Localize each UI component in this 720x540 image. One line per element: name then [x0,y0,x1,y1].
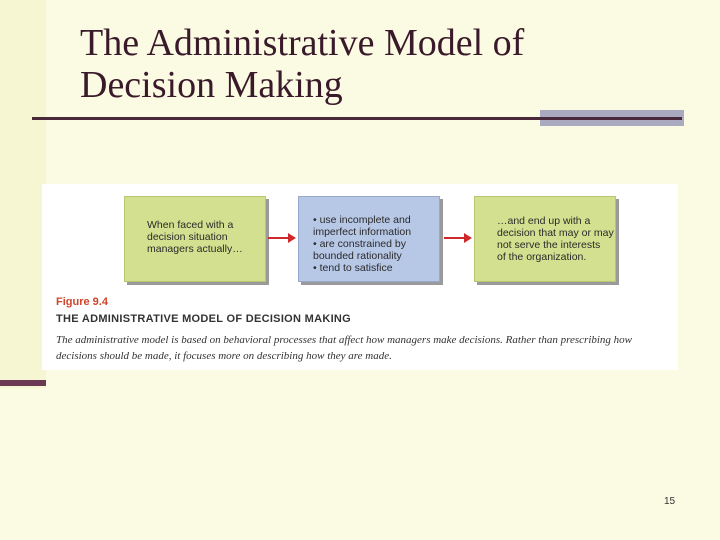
figure-image [42,184,678,370]
caption-line-1: The administrative model is based on behavioral processes that affect how managers make decisions. Rather than prescribing how [56,334,633,346]
arrow-1 [268,237,294,239]
figure-label: Figure 9.4 [56,296,108,308]
box-line: • tend to satisfice [313,262,393,274]
box-line: decision situation [147,231,228,243]
box-line: When faced with a [147,219,234,231]
box-line: not serve the interests [497,239,601,251]
caption-line-2: decisions should be made, it focuses more on describing how they are made. [56,350,392,362]
page-number: 15 [664,496,676,507]
box-line: • use incomplete and [313,214,411,226]
figure-caption [56,332,672,364]
box-line: • are constrained by [313,238,406,250]
box-line: imperfect information [313,226,412,238]
title-line-2: Decision Making [80,64,343,106]
situation-box [124,196,266,282]
box-line: bounded rationality [313,250,402,262]
title-rule [32,117,682,120]
box-line: decision that may or may [497,227,614,239]
title-line-1: The Administrative Model of [80,22,525,64]
box-line: …and end up with a [497,215,591,227]
box-line: of the organization. [497,251,587,263]
outcome-box [474,196,616,282]
figure-title: THE ADMINISTRATIVE MODEL OF DECISION MAKING [56,313,352,325]
left-band-edge [0,380,46,386]
behavior-box [298,196,440,282]
left-sidebar-band [0,0,46,388]
arrow-2 [444,237,470,239]
slide-title [80,22,680,106]
box-line: managers actually… [147,243,243,255]
